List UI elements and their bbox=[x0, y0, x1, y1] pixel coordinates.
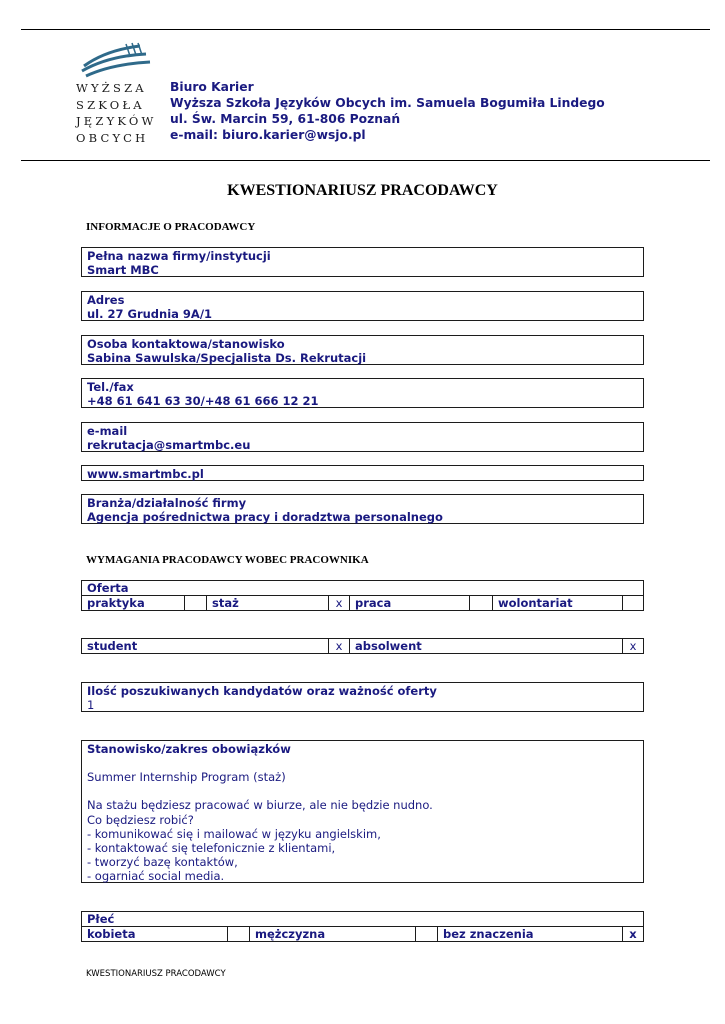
page-title: KWESTIONARIUSZ PRACODAWCY bbox=[227, 182, 498, 199]
field-value: rekrutacja@smartmbc.eu bbox=[87, 438, 251, 452]
field-paragraph: Na stażu będziesz pracować w biurze, ale nie będzie nudno. Co będziesz robić? - komunikować się i mailować w języku angielskim, - kontaktować się telefonicznie z klientami, - tworzyć bazę kontaktów, - ogarniać social media. bbox=[87, 798, 433, 884]
field-value: Agencja pośrednictwa pracy i doradztwa personalnego bbox=[87, 510, 443, 524]
field-position-duties bbox=[81, 740, 644, 883]
field-website bbox=[81, 465, 644, 481]
option-label: praktyka bbox=[82, 596, 185, 610]
school-logo-text bbox=[76, 80, 157, 146]
logo-line: OBCYCH bbox=[76, 130, 149, 145]
option-label: student bbox=[82, 639, 329, 653]
section-heading-employer: INFORMACJE O PRACODAWCY bbox=[86, 221, 256, 233]
option-mark: x bbox=[329, 596, 350, 610]
field-label: Tel./fax bbox=[87, 380, 134, 394]
option-label: bez znaczenia bbox=[438, 927, 623, 941]
logo-line: JĘZYKÓW bbox=[76, 114, 157, 128]
field-label: Osoba kontaktowa/stanowisko bbox=[87, 337, 285, 351]
field-label: Pełna nazwa firmy/instytucji bbox=[87, 249, 271, 263]
offer-type-table bbox=[81, 580, 644, 611]
field-company-name bbox=[81, 247, 644, 277]
option-mark bbox=[623, 596, 643, 610]
field-email bbox=[81, 422, 644, 452]
school-address: ul. Św. Marcin 59, 61-806 Poznań bbox=[170, 112, 401, 126]
field-address bbox=[81, 291, 644, 321]
field-contact-person bbox=[81, 335, 644, 365]
table-row bbox=[82, 927, 643, 941]
option-mark: x bbox=[329, 639, 350, 653]
section-heading-requirements: WYMAGANIA PRACODAWCY WOBEC PRACOWNIKA bbox=[86, 554, 369, 566]
option-mark bbox=[228, 927, 250, 941]
field-value: 1 bbox=[87, 698, 95, 712]
option-mark: x bbox=[629, 639, 637, 653]
option-mark: x bbox=[629, 927, 637, 941]
table-row bbox=[82, 596, 643, 610]
field-label: Ilość poszukiwanych kandydatów oraz ważność oferty bbox=[87, 684, 437, 698]
top-rule bbox=[21, 29, 710, 30]
option-mark bbox=[185, 596, 207, 610]
field-label: Adres bbox=[87, 293, 125, 307]
logo-line: WYŻSZA bbox=[76, 81, 147, 95]
field-value: Smart MBC bbox=[87, 263, 159, 277]
field-label: e-mail bbox=[87, 424, 128, 438]
option-label: absolwent bbox=[350, 639, 623, 653]
field-value: ul. 27 Grudnia 9A/1 bbox=[87, 307, 213, 321]
field-label: Branża/działalność firmy bbox=[87, 496, 247, 510]
option-label: kobieta bbox=[82, 927, 228, 941]
gender-table bbox=[81, 911, 644, 942]
contact-block bbox=[170, 79, 605, 143]
option-label: wolontariat bbox=[493, 596, 623, 610]
option-label: praca bbox=[350, 596, 470, 610]
table-heading: Oferta bbox=[82, 581, 643, 596]
option-mark bbox=[470, 596, 493, 610]
field-value: +48 61 641 63 30/+48 61 666 12 21 bbox=[87, 394, 319, 408]
field-label: www.smartmbc.pl bbox=[87, 467, 204, 481]
option-label: staż bbox=[207, 596, 329, 610]
office-name: Biuro Karier bbox=[170, 80, 254, 94]
page-footer: KWESTIONARIUSZ PRACODAWCY bbox=[86, 969, 226, 979]
field-industry bbox=[81, 494, 644, 524]
option-label: mężczyzna bbox=[250, 927, 416, 941]
logo-line: SZKOŁA bbox=[76, 97, 145, 112]
table-heading: Płeć bbox=[82, 912, 643, 927]
field-candidates-count bbox=[81, 682, 644, 712]
school-name: Wyższa Szkoła Języków Obcych im. Samuela Bogumiła Lindego bbox=[170, 96, 605, 110]
table-row bbox=[82, 639, 643, 653]
field-paragraph: Summer Internship Program (staż) bbox=[87, 770, 286, 785]
school-logo bbox=[76, 40, 160, 80]
office-email: e-mail: biuro.karier@wsjo.pl bbox=[170, 128, 366, 142]
option-mark bbox=[416, 927, 438, 941]
field-phone-fax bbox=[81, 378, 644, 408]
field-label: Stanowisko/zakres obowiązków bbox=[87, 742, 291, 756]
field-value: Sabina Sawulska/Specjalista Ds. Rekrutacji bbox=[87, 351, 367, 365]
header-rule bbox=[21, 160, 710, 161]
candidate-status-table bbox=[81, 638, 644, 654]
